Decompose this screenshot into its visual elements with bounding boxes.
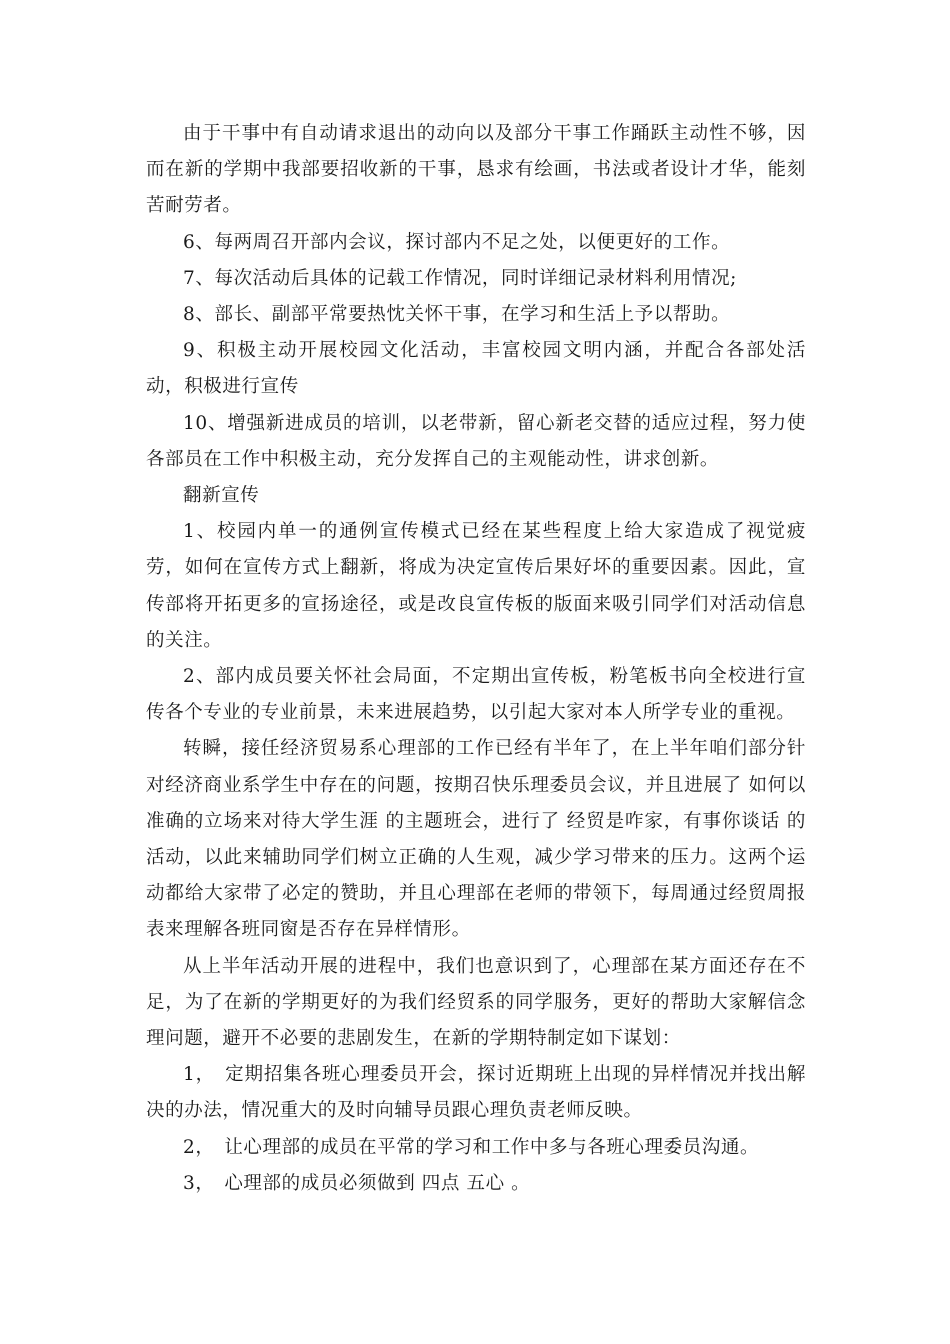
paragraph: 7、每次活动后具体的记载工作情况，同时详细记录材料利用情况; — [183, 267, 738, 289]
paragraph: 6、每两周召开部内会议，探讨部内不足之处，以便更好的工作。 — [183, 231, 731, 253]
paragraph: 由于干事中有自动请求退出的动向以及部分干事工作踊跃主动性不够，因而在新的学期中我部要招收新的干事，恳求有绘画，书法或者设计才华，能刻苦耐劳者。 — [146, 123, 806, 217]
document-body — [146, 116, 806, 1202]
paragraph: 3， 心理部的成员必须做到 四点 五心 。 — [183, 1172, 531, 1194]
paragraph: 1、校园内单一的通例宣传模式已经在某些程度上给大家造成了视觉疲劳，如何在宣传方式上翻新，将成为决定宣传后果好坏的重要因素。因此，宣传部将开拓更多的宣扬途径，或是改良宣传板的版面来吸引同学们对活动信息的关注。 — [146, 521, 806, 651]
paragraph: 2， 让心理部的成员在平常的学习和工作中多与各班心理委员沟通。 — [183, 1136, 760, 1158]
paragraph: 转瞬，接任经济贸易系心理部的工作已经有半年了，在上半年咱们部分针对经济商业系学生中存在的问题，按期召快乐理委员会议，并且进展了 如何以准确的立场来对待大学生涯 的主题班会，进行了 经贸是咋家，有事你谈话 的活动，以此来辅助同学们树立正确的人生观，减少学习带来的压力。这两个运动都给大家带了必定的赞助，并且心理部在老师的带领下，每周通过经贸周报表来理解各班同窗是否存在异样情形。 — [146, 738, 806, 941]
paragraph: 9、积极主动开展校园文化活动，丰富校园文明内涵，并配合各部处活动，积极进行宣传 — [146, 340, 806, 398]
paragraph: 10、增强新进成员的培训，以老带新，留心新老交替的适应过程，努力使各部员在工作中积极主动，充分发挥自己的主观能动性，讲求创新。 — [146, 412, 806, 470]
paragraph: 2、部内成员要关怀社会局面，不定期出宣传板，粉笔板书向全校进行宣传各个专业的专业前景，未来进展趋势，以引起大家对本人所学专业的重视。 — [146, 666, 806, 724]
section-heading: 翻新宣传 — [183, 485, 260, 507]
paragraph: 从上半年活动开展的进程中，我们也意识到了，心理部在某方面还存在不足，为了在新的学期更好的为我们经贸系的同学服务，更好的帮助大家解信念理问题，避开不必要的悲剧发生，在新的学期特制定如下谋划： — [146, 955, 806, 1050]
paragraph: 8、部长、副部平常要热忱关怀干事，在学习和生活上予以帮助。 — [183, 304, 731, 326]
paragraph: 1， 定期招集各班心理委员开会，探讨近期班上出现的异样情况并找出解决的办法，情况重大的及时向辅导员跟心理负责老师反映。 — [146, 1064, 806, 1122]
